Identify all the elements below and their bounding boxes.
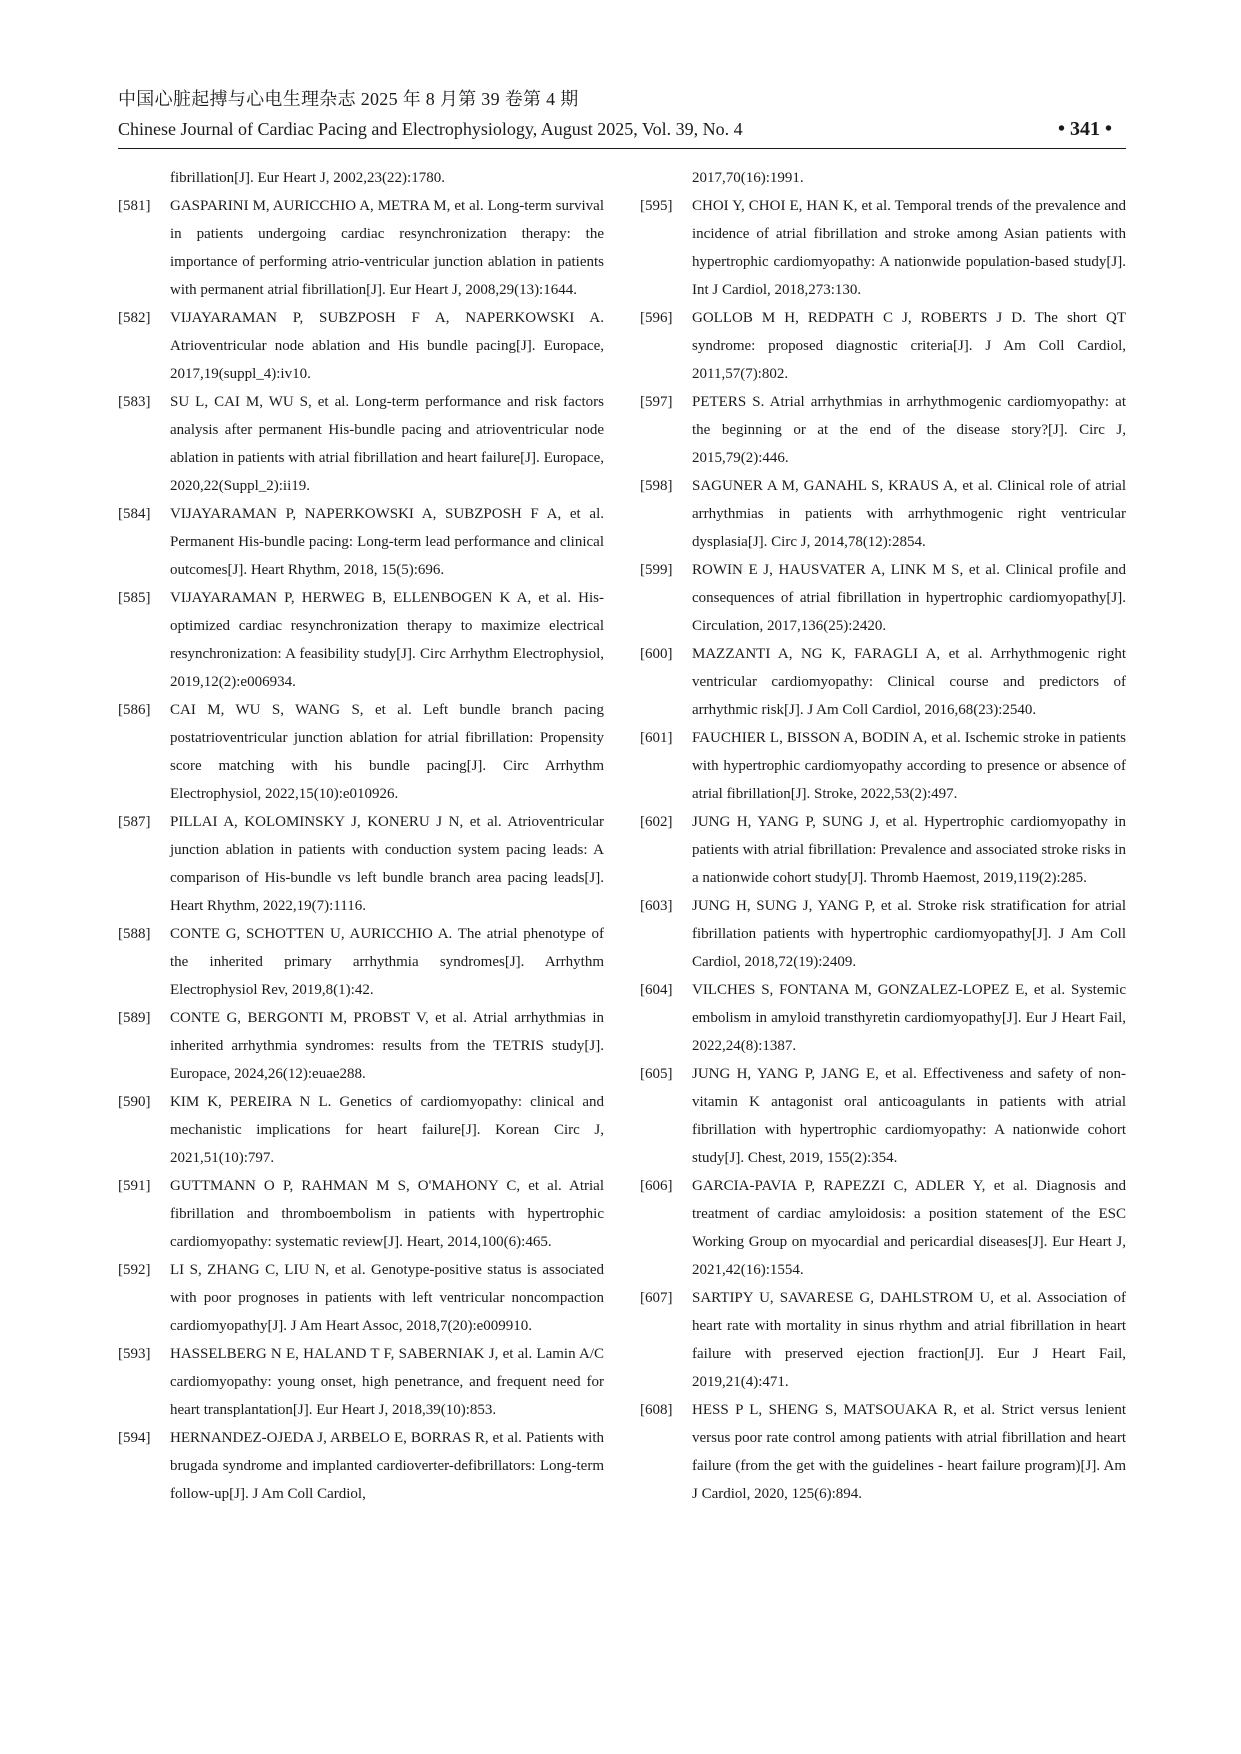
reference-entry — [640, 808, 1126, 892]
reference-entry — [118, 192, 604, 304]
reference-text: LI S, ZHANG C, LIU N, et al. Genotype-positive status is associated with poor prognoses in patients with left ventricular noncompaction cardiomyopathy[J]. J Am Heart Assoc, 2018,7(20):e009910. — [170, 1262, 604, 1334]
reference-number: [587] — [118, 814, 151, 830]
reference-text: HASSELBERG N E, HALAND T F, SABERNIAK J, et al. Lamin A/C cardiomyopathy: young onset, high penetrance, and frequent need for heart transplantation[J]. Eur Heart J, 2018,39(10):853. — [170, 1346, 604, 1418]
reference-entry — [118, 808, 604, 920]
reference-text: GUTTMANN O P, RAHMAN M S, O'MAHONY C, et al. Atrial fibrillation and thromboembolism in patients with hypertrophic cardiomyopathy: systematic review[J]. Heart, 2014,100(6):465. — [170, 1178, 604, 1250]
reference-number: [607] — [640, 1290, 673, 1306]
reference-number: [605] — [640, 1066, 673, 1082]
reference-number: [602] — [640, 814, 673, 830]
reference-entry — [640, 1396, 1126, 1508]
reference-text: GARCIA-PAVIA P, RAPEZZI C, ADLER Y, et al. Diagnosis and treatment of cardiac amyloidosis: a position statement of the ESC Working Group on myocardial and pericardial diseases[J]. Eur Heart J, 2021,42(16):1554. — [692, 1178, 1126, 1278]
reference-number: [604] — [640, 982, 673, 998]
reference-number: [599] — [640, 562, 673, 578]
reference-entry — [640, 1172, 1126, 1284]
reference-entry — [118, 1424, 604, 1508]
reference-number: [589] — [118, 1010, 151, 1026]
reference-number: [601] — [640, 730, 673, 746]
reference-text: JUNG H, SUNG J, YANG P, et al. Stroke risk stratification for atrial fibrillation patients with hypertrophic cardiomyopathy[J]. J Am Coll Cardiol, 2018,72(19):2409. — [692, 898, 1126, 970]
reference-entry — [640, 976, 1126, 1060]
reference-text: GOLLOB M H, REDPATH C J, ROBERTS J D. The short QT syndrome: proposed diagnostic criteria[J]. J Am Coll Cardiol, 2011,57(7):802. — [692, 310, 1126, 382]
reference-entry — [640, 556, 1126, 640]
page-header — [118, 84, 1126, 148]
reference-entry — [118, 500, 604, 584]
reference-text: JUNG H, YANG P, JANG E, et al. Effectiveness and safety of non-vitamin K antagonist oral anticoagulants in patients with atrial fibrillation with hypertrophic cardiomyopathy: A nationwide cohort study[J]. Chest, 2019, 155(2):354. — [692, 1066, 1126, 1166]
reference-text: VIJAYARAMAN P, NAPERKOWSKI A, SUBZPOSH F A, et al. Permanent His-bundle pacing: Long-term lead performance and clinical outcomes[J]. Heart Rhythm, 2018, 15(5):696. — [170, 506, 604, 578]
reference-number: [608] — [640, 1402, 673, 1418]
reference-entry — [118, 920, 604, 1004]
reference-text: KIM K, PEREIRA N L. Genetics of cardiomyopathy: clinical and mechanistic implications for heart failure[J]. Korean Circ J, 2021,51(10):797. — [170, 1094, 604, 1166]
reference-text: HERNANDEZ-OJEDA J, ARBELO E, BORRAS R, et al. Patients with brugada syndrome and implanted cardioverter-defibrillators: Long-term follow-up[J]. J Am Coll Cardiol, — [170, 1430, 604, 1502]
reference-number: [585] — [118, 590, 151, 606]
reference-number: [586] — [118, 702, 151, 718]
reference-number: [606] — [640, 1178, 673, 1194]
reference-entry — [640, 388, 1126, 472]
reference-entry — [640, 892, 1126, 976]
reference-text: ROWIN E J, HAUSVATER A, LINK M S, et al. Clinical profile and consequences of atrial fibrillation in hypertrophic cardiomyopathy[J]. Circulation, 2017,136(25):2420. — [692, 562, 1126, 634]
reference-number: [603] — [640, 898, 673, 914]
reference-continuation — [118, 164, 604, 192]
reference-entry — [118, 584, 604, 696]
reference-number: [593] — [118, 1346, 151, 1362]
reference-entry — [118, 1004, 604, 1088]
reference-text: 2017,70(16):1991. — [692, 170, 804, 186]
header-divider — [118, 148, 1126, 149]
reference-entry — [118, 1088, 604, 1172]
reference-number: [594] — [118, 1430, 151, 1446]
reference-number: [598] — [640, 478, 673, 494]
reference-entry — [640, 1284, 1126, 1396]
reference-number: [597] — [640, 394, 673, 410]
reference-number: [588] — [118, 926, 151, 942]
reference-entry — [118, 388, 604, 500]
reference-number: [600] — [640, 646, 673, 662]
reference-number: [583] — [118, 394, 151, 410]
reference-entry — [640, 192, 1126, 304]
reference-text: PILLAI A, KOLOMINSKY J, KONERU J N, et al. Atrioventricular junction ablation in patients with conduction system pacing leads: A comparison of His-bundle vs left bundle branch area pacing leads[J]. Heart Rhythm, 2022,19(7):1116. — [170, 814, 604, 914]
reference-entry — [118, 304, 604, 388]
journal-title-chinese: 中国心脏起搏与心电生理杂志 2025 年 8 月第 39 卷第 4 期 — [118, 89, 579, 109]
reference-entry — [640, 724, 1126, 808]
reference-text: SARTIPY U, SAVARESE G, DAHLSTROM U, et al. Association of heart rate with mortality in sinus rhythm and atrial fibrillation in heart failure with preserved ejection fraction[J]. Eur J Heart Fail, 2019,21(4):471. — [692, 1290, 1126, 1390]
reference-entry — [640, 472, 1126, 556]
reference-continuation — [640, 164, 1126, 192]
reference-text: CAI M, WU S, WANG S, et al. Left bundle branch pacing postatrioventricular junction ablation for atrial fibrillation: Propensity score matching with his bundle pacing[J]. Circ Arrhythm Electrophysiol, 2022,15(10):e010926. — [170, 702, 604, 802]
page-number: • 341 • — [1057, 118, 1112, 140]
reference-text: VIJAYARAMAN P, HERWEG B, ELLENBOGEN K A, et al. His-optimized cardiac resynchronization therapy to maximize electrical resynchronization: A feasibility study[J]. Circ Arrhythm Electrophysiol, 2019,12(2):e006934. — [170, 590, 604, 690]
reference-text: SU L, CAI M, WU S, et al. Long-term performance and risk factors analysis after permanent His-bundle pacing and atrioventricular node ablation in patients with atrial fibrillation and heart failure[J]. Europace, 2020,22(Suppl_2):ii19. — [170, 394, 604, 494]
reference-entry — [118, 1256, 604, 1340]
reference-number: [591] — [118, 1178, 151, 1194]
reference-entry — [118, 1172, 604, 1256]
reference-text: PETERS S. Atrial arrhythmias in arrhythmogenic cardiomyopathy: at the beginning or at the end of the disease story?[J]. Circ J, 2015,79(2):446. — [692, 394, 1126, 466]
reference-column-right — [640, 164, 1126, 1508]
reference-text: VILCHES S, FONTANA M, GONZALEZ-LOPEZ E, et al. Systemic embolism in amyloid transthyretin cardiomyopathy[J]. Eur J Heart Fail, 2022,24(8):1387. — [692, 982, 1126, 1054]
reference-number: [582] — [118, 310, 151, 326]
reference-text: GASPARINI M, AURICCHIO A, METRA M, et al. Long-term survival in patients undergoing cardiac resynchronization therapy: the importance of performing atrio-ventricular junction ablation in patients with permanent atrial fibrillation[J]. Eur Heart J, 2008,29(13):1644. — [170, 198, 604, 298]
reference-entry — [118, 1340, 604, 1424]
reference-text: HESS P L, SHENG S, MATSOUAKA R, et al. Strict versus lenient versus poor rate control among patients with atrial fibrillation and heart failure (from the get with the guidelines - heart failure program)[J]. Am J Cardiol, 2020, 125(6):894. — [692, 1402, 1126, 1502]
reference-text: FAUCHIER L, BISSON A, BODIN A, et al. Ischemic stroke in patients with hypertrophic cardiomyopathy according to presence or absence of atrial fibrillation[J]. Stroke, 2022,53(2):497. — [692, 730, 1126, 802]
reference-entry — [640, 640, 1126, 724]
journal-title-english: Chinese Journal of Cardiac Pacing and Electrophysiology, August 2025, Vol. 39, No. 4 — [118, 119, 743, 139]
reference-text: SAGUNER A M, GANAHL S, KRAUS A, et al. Clinical role of atrial arrhythmias in patients with arrhythmogenic right ventricular dysplasia[J]. Circ J, 2014,78(12):2854. — [692, 478, 1126, 550]
reference-text: CONTE G, SCHOTTEN U, AURICCHIO A. The atrial phenotype of the inherited primary arrhythmia syndromes[J]. Arrhythm Electrophysiol Rev, 2019,8(1):42. — [170, 926, 604, 998]
reference-column-left — [118, 164, 604, 1508]
reference-number: [590] — [118, 1094, 151, 1110]
reference-text: CHOI Y, CHOI E, HAN K, et al. Temporal trends of the prevalence and incidence of atrial fibrillation and stroke among Asian patients with hypertrophic cardiomyopathy: A nationwide population-based study[J]. Int J Cardiol, 2018,273:130. — [692, 198, 1126, 298]
reference-entry — [640, 1060, 1126, 1172]
reference-number: [592] — [118, 1262, 151, 1278]
reference-text: CONTE G, BERGONTI M, PROBST V, et al. Atrial arrhythmias in inherited arrhythmia syndromes: results from the TETRIS study[J]. Europace, 2024,26(12):euae288. — [170, 1010, 604, 1082]
reference-number: [595] — [640, 198, 673, 214]
reference-entry — [118, 696, 604, 808]
reference-number: [584] — [118, 506, 151, 522]
reference-number: [581] — [118, 198, 151, 214]
reference-text: fibrillation[J]. Eur Heart J, 2002,23(22):1780. — [170, 170, 445, 186]
reference-text: MAZZANTI A, NG K, FARAGLI A, et al. Arrhythmogenic right ventricular cardiomyopathy: Clinical course and predictors of arrhythmic risk[J]. J Am Coll Cardiol, 2016,68(23):2540. — [692, 646, 1126, 718]
reference-text: VIJAYARAMAN P, SUBZPOSH F A, NAPERKOWSKI A. Atrioventricular node ablation and His bundle pacing[J]. Europace, 2017,19(suppl_4):iv10. — [170, 310, 604, 382]
reference-number: [596] — [640, 310, 673, 326]
reference-entry — [640, 304, 1126, 388]
reference-text: JUNG H, YANG P, SUNG J, et al. Hypertrophic cardiomyopathy in patients with atrial fibrillation: Prevalence and associated stroke risks in a nationwide cohort study[J]. Thromb Haemost, 2019,119(2):285. — [692, 814, 1126, 886]
